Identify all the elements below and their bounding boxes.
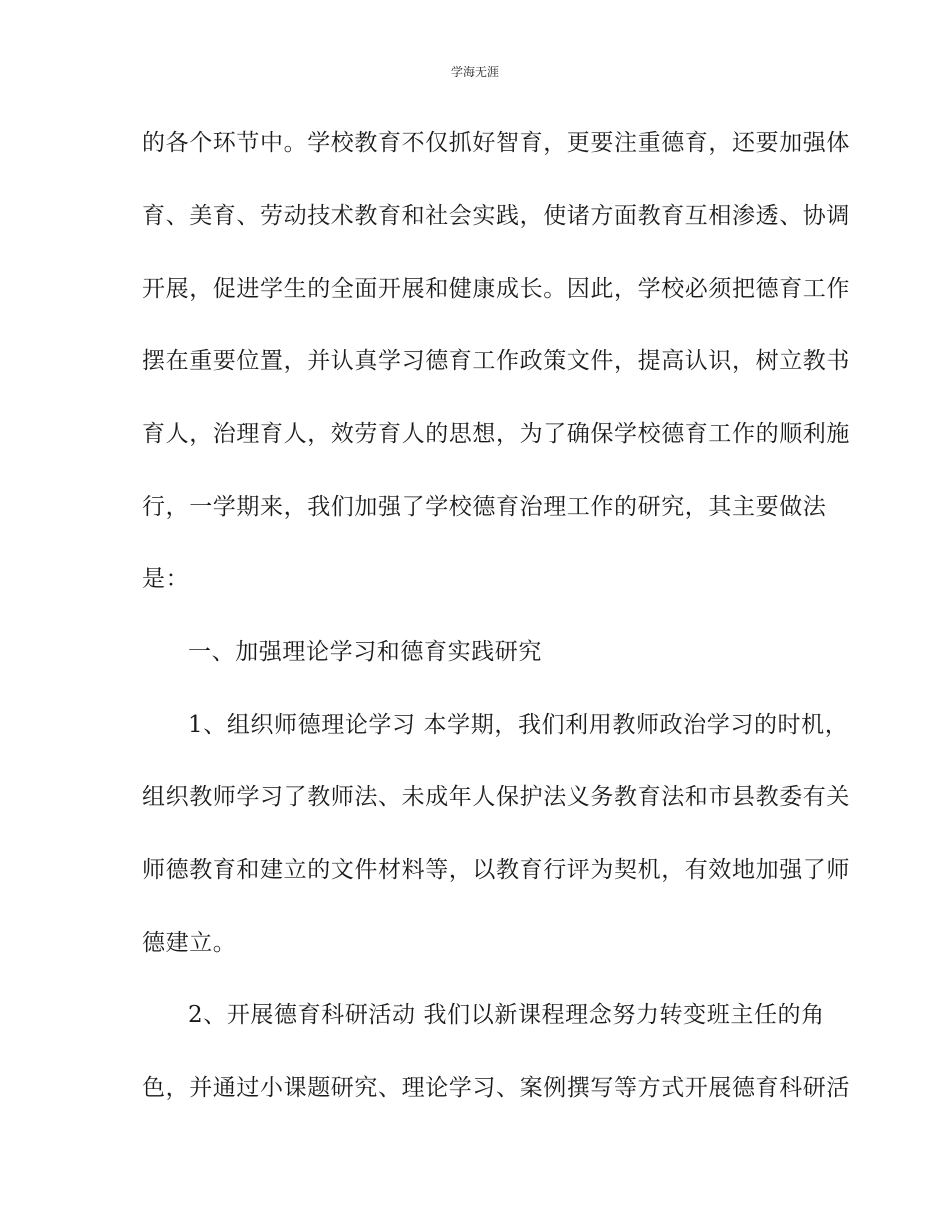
paragraph-line: 开展，促进学生的全面开展和健康成长。因此，学校必须把德育工作 bbox=[142, 276, 850, 302]
paragraph-line: 的各个环节中。学校教育不仅抓好智育，更要注重德育，还要加强体 bbox=[142, 130, 850, 156]
paragraph-line: 行，一学期来，我们加强了学校德育治理工作的研究，其主要做法 bbox=[142, 494, 827, 520]
paragraph-line: 2、开展德育科研活动 我们以新课程理念努力转变班主任的角 bbox=[188, 1002, 825, 1028]
paragraph-line: 育、美育、劳动技术教育和社会实践，使诸方面教育互相渗透、协调 bbox=[142, 203, 850, 229]
section-heading: 一、加强理论学习和德育实践研究 bbox=[188, 639, 542, 665]
paragraph-line: 德建立。 bbox=[142, 930, 237, 956]
paragraph-line: 色，并通过小课题研究、理论学习、案例撰写等方式开展德育科研活 bbox=[142, 1075, 850, 1101]
page-header: 学海无涯 bbox=[450, 65, 499, 79]
paragraph-line: 是： bbox=[142, 566, 190, 592]
paragraph-line: 组织教师学习了教师法、未成年人保护法义务教育法和市县教委有关 bbox=[142, 784, 850, 810]
paragraph-line: 师德教育和建立的文件材料等，以教育行评为契机，有效地加强了师 bbox=[142, 857, 850, 883]
paragraph-line: 育人，治理育人，效劳育人的思想，为了确保学校德育工作的顺利施 bbox=[142, 421, 850, 447]
paragraph-line: 摆在重要位置，并认真学习德育工作政策文件，提高认识，树立教书 bbox=[142, 348, 850, 374]
paragraph-line: 1、组织师德理论学习 本学期，我们利用教师政治学习的时机， bbox=[188, 712, 849, 738]
